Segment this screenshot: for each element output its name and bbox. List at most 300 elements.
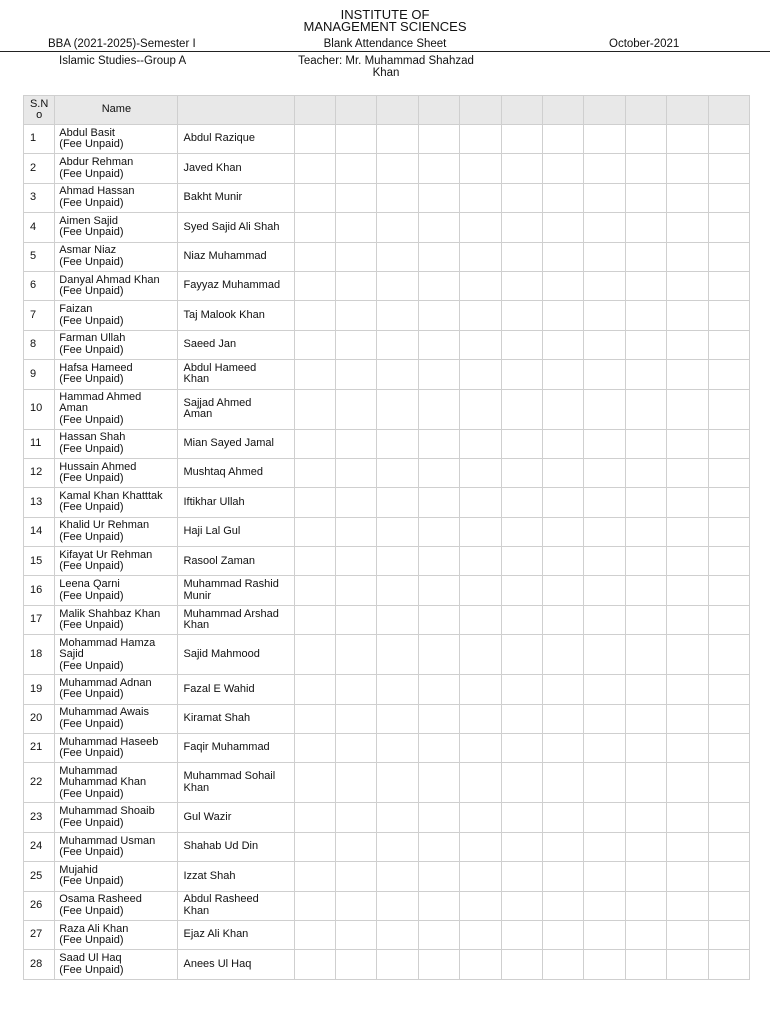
attendance-mark-cell: [335, 330, 376, 359]
attendance-mark-cell: [294, 360, 335, 389]
serial-number-cell: 2: [24, 154, 55, 183]
serial-number-cell: 20: [24, 704, 55, 733]
attendance-mark-cell: [294, 517, 335, 546]
table-header-row: [24, 96, 750, 125]
attendance-mark-cell: [625, 360, 666, 389]
attendance-mark-cell: [460, 360, 501, 389]
attendance-mark-cell: [708, 803, 750, 832]
attendance-mark-cell: [667, 763, 708, 803]
student-name-cell: [55, 920, 178, 949]
attendance-mark-cell: [418, 213, 459, 242]
attendance-mark-cell: [708, 950, 750, 979]
attendance-mark-cell: [584, 547, 625, 576]
father-name-cell: [178, 213, 294, 242]
attendance-mark-cell: [418, 242, 459, 271]
serial-number-cell: 22: [24, 763, 55, 803]
serial-number-cell: 1: [24, 125, 55, 154]
attendance-mark-cell: [625, 547, 666, 576]
father-name-cell: [178, 360, 294, 389]
father-name-line: Fazal E Wahid: [183, 682, 255, 695]
attendance-mark-cell: [625, 389, 666, 429]
attendance-mark-cell: [584, 125, 625, 154]
student-name-line: Faizan: [59, 303, 93, 316]
attendance-mark-cell: [625, 213, 666, 242]
attendance-mark-cell: [501, 950, 542, 979]
table-row: [24, 517, 750, 546]
student-name-cell: [55, 213, 178, 242]
father-name-line: Sajjad Ahmed: [183, 396, 252, 409]
attendance-mark-cell: [542, 360, 583, 389]
attendance-mark-cell: [708, 330, 750, 359]
student-name-line: (Fee Unpaid): [59, 255, 124, 268]
attendance-mark-cell: [667, 330, 708, 359]
student-name-line: Khalid Ur Rehman: [59, 519, 150, 532]
table-row: [24, 862, 750, 891]
attendance-mark-cell: [667, 862, 708, 891]
attendance-mark-cell: [294, 271, 335, 300]
student-name-cell: [55, 605, 178, 634]
attendance-mark-cell: [542, 389, 583, 429]
attendance-mark-cell: [584, 389, 625, 429]
table-row: [24, 704, 750, 733]
attendance-mark-cell: [501, 803, 542, 832]
attendance-mark-cell: [708, 704, 750, 733]
attendance-mark-cell: [584, 301, 625, 330]
attendance-mark-cell: [418, 950, 459, 979]
attendance-mark-cell: [377, 213, 418, 242]
student-name-line: (Fee Unpaid): [59, 501, 124, 514]
teacher-label-line1: Teacher: Mr. Muhammad Shahzad: [298, 55, 474, 67]
attendance-mark-cell: [335, 547, 376, 576]
student-name-cell: [55, 389, 178, 429]
attendance-mark-cell: [584, 635, 625, 675]
attendance-mark-cell: [584, 242, 625, 271]
father-name-line: Taj Malook Khan: [183, 308, 265, 321]
attendance-mark-cell: [294, 803, 335, 832]
attendance-mark-cell: [584, 183, 625, 212]
attendance-mark-cell: [501, 734, 542, 763]
father-name-line: Rasool Zaman: [183, 554, 256, 567]
attendance-mark-cell: [460, 429, 501, 458]
table-row: [24, 183, 750, 212]
attendance-mark-cell: [377, 360, 418, 389]
header-divider: [0, 51, 770, 52]
serial-number-cell: 11: [24, 429, 55, 458]
attendance-mark-cell: [377, 832, 418, 861]
attendance-mark-cell: [625, 301, 666, 330]
student-name-line: (Fee Unpaid): [59, 472, 124, 485]
student-name-line: (Fee Unpaid): [59, 413, 124, 426]
attendance-mark-cell: [294, 576, 335, 605]
attendance-day-header: [460, 96, 501, 125]
serial-number-header: [24, 96, 55, 125]
attendance-mark-cell: [377, 488, 418, 517]
student-name-line: Kifayat Ur Rehman: [59, 548, 153, 561]
serial-number-cell: 25: [24, 862, 55, 891]
father-name-cell: [178, 154, 294, 183]
attendance-mark-cell: [335, 389, 376, 429]
father-name-line: Khan: [183, 904, 210, 917]
student-name-line: (Fee Unpaid): [59, 904, 124, 917]
table-row: [24, 213, 750, 242]
serial-number-cell: 10: [24, 389, 55, 429]
attendance-mark-cell: [460, 576, 501, 605]
serial-number-cell: 19: [24, 675, 55, 704]
attendance-mark-cell: [460, 675, 501, 704]
serial-number-cell: 26: [24, 891, 55, 920]
father-name-cell: [178, 488, 294, 517]
attendance-mark-cell: [418, 183, 459, 212]
attendance-mark-cell: [625, 763, 666, 803]
table-row: [24, 330, 750, 359]
attendance-mark-cell: [377, 330, 418, 359]
father-name-cell: [178, 675, 294, 704]
father-name-cell: [178, 517, 294, 546]
student-name-line: (Fee Unpaid): [59, 963, 124, 976]
student-name-cell: [55, 330, 178, 359]
attendance-mark-cell: [625, 271, 666, 300]
attendance-mark-cell: [625, 458, 666, 487]
attendance-mark-cell: [501, 704, 542, 733]
attendance-mark-cell: [294, 704, 335, 733]
attendance-mark-cell: [377, 576, 418, 605]
attendance-mark-cell: [335, 488, 376, 517]
attendance-mark-cell: [294, 635, 335, 675]
attendance-mark-cell: [501, 763, 542, 803]
student-name-line: (Fee Unpaid): [59, 875, 124, 888]
attendance-mark-cell: [501, 125, 542, 154]
attendance-mark-cell: [667, 488, 708, 517]
attendance-mark-cell: [584, 920, 625, 949]
serial-number-cell: 27: [24, 920, 55, 949]
attendance-mark-cell: [335, 920, 376, 949]
father-name-line: Abdul Rasheed: [183, 893, 259, 906]
attendance-mark-cell: [335, 242, 376, 271]
attendance-mark-cell: [377, 704, 418, 733]
attendance-mark-cell: [418, 891, 459, 920]
serial-number-header-line2: o: [36, 109, 43, 121]
course-label: Islamic Studies--Group A: [59, 55, 187, 67]
attendance-mark-cell: [460, 458, 501, 487]
attendance-mark-cell: [294, 605, 335, 634]
attendance-mark-cell: [542, 734, 583, 763]
attendance-mark-cell: [294, 950, 335, 979]
attendance-mark-cell: [377, 154, 418, 183]
attendance-mark-cell: [418, 803, 459, 832]
student-name-line: (Fee Unpaid): [59, 934, 124, 947]
attendance-mark-cell: [418, 389, 459, 429]
attendance-mark-cell: [501, 360, 542, 389]
attendance-mark-cell: [625, 862, 666, 891]
attendance-mark-cell: [501, 213, 542, 242]
student-name-line: Hussain Ahmed: [59, 460, 137, 473]
attendance-mark-cell: [542, 547, 583, 576]
attendance-mark-cell: [625, 803, 666, 832]
attendance-mark-cell: [708, 517, 750, 546]
attendance-mark-cell: [335, 763, 376, 803]
attendance-mark-cell: [377, 675, 418, 704]
attendance-mark-cell: [667, 891, 708, 920]
attendance-mark-cell: [708, 183, 750, 212]
student-name-cell: [55, 763, 178, 803]
student-name-line: (Fee Unpaid): [59, 285, 124, 298]
attendance-mark-cell: [294, 547, 335, 576]
attendance-mark-cell: [667, 154, 708, 183]
attendance-mark-cell: [501, 271, 542, 300]
serial-number-cell: 16: [24, 576, 55, 605]
father-name-cell: [178, 763, 294, 803]
attendance-mark-cell: [708, 547, 750, 576]
attendance-mark-cell: [667, 125, 708, 154]
attendance-mark-cell: [460, 183, 501, 212]
attendance-mark-cell: [584, 213, 625, 242]
student-name-line: Muhammad: [59, 764, 118, 777]
father-name-line: Abdul Hameed: [183, 361, 257, 374]
father-name-line: Saeed Jan: [183, 338, 237, 351]
attendance-mark-cell: [294, 125, 335, 154]
student-name-line: Malik Shahbaz Khan: [59, 607, 161, 620]
attendance-mark-cell: [418, 458, 459, 487]
attendance-mark-cell: [335, 862, 376, 891]
father-name-line: Aman: [183, 408, 213, 421]
serial-number-cell: 5: [24, 242, 55, 271]
table-row: [24, 154, 750, 183]
attendance-mark-cell: [294, 488, 335, 517]
attendance-mark-cell: [542, 125, 583, 154]
attendance-mark-cell: [667, 547, 708, 576]
table-row: [24, 605, 750, 634]
father-name-cell: [178, 242, 294, 271]
attendance-mark-cell: [501, 429, 542, 458]
attendance-mark-cell: [377, 605, 418, 634]
attendance-mark-cell: [625, 154, 666, 183]
table-row: [24, 488, 750, 517]
student-name-cell: [55, 675, 178, 704]
attendance-mark-cell: [335, 213, 376, 242]
attendance-mark-cell: [418, 547, 459, 576]
attendance-mark-cell: [294, 891, 335, 920]
attendance-mark-cell: [377, 950, 418, 979]
attendance-mark-cell: [377, 389, 418, 429]
student-name-line: (Fee Unpaid): [59, 560, 124, 573]
attendance-mark-cell: [335, 734, 376, 763]
attendance-mark-cell: [708, 488, 750, 517]
student-name-line: Muhammad Haseeb: [59, 735, 159, 748]
attendance-mark-cell: [584, 734, 625, 763]
attendance-mark-cell: [542, 154, 583, 183]
institute-name: [0, 9, 770, 33]
attendance-mark-cell: [335, 517, 376, 546]
student-name-line: Hassan Shah: [59, 431, 126, 444]
student-name-line: Mohammad Hamza: [59, 636, 156, 649]
attendance-mark-cell: [708, 429, 750, 458]
attendance-mark-cell: [377, 862, 418, 891]
student-name-cell: [55, 547, 178, 576]
attendance-mark-cell: [377, 891, 418, 920]
attendance-mark-cell: [418, 330, 459, 359]
attendance-mark-cell: [418, 360, 459, 389]
attendance-mark-cell: [667, 605, 708, 634]
attendance-mark-cell: [294, 183, 335, 212]
attendance-mark-cell: [625, 832, 666, 861]
attendance-mark-cell: [542, 763, 583, 803]
student-name-line: (Fee Unpaid): [59, 314, 124, 327]
father-name-cell: [178, 125, 294, 154]
student-name-line: (Fee Unpaid): [59, 196, 124, 209]
attendance-mark-cell: [667, 360, 708, 389]
attendance-mark-cell: [294, 862, 335, 891]
attendance-mark-cell: [418, 154, 459, 183]
attendance-mark-cell: [708, 576, 750, 605]
father-name-line: Munir: [183, 589, 211, 602]
father-name-line: Bakht Munir: [183, 191, 243, 204]
student-name-line: (Fee Unpaid): [59, 589, 124, 602]
serial-number-cell: 24: [24, 832, 55, 861]
attendance-mark-cell: [335, 704, 376, 733]
attendance-mark-cell: [418, 301, 459, 330]
student-name-line: Raza Ali Khan: [59, 922, 129, 935]
table-row: [24, 360, 750, 389]
attendance-mark-cell: [460, 125, 501, 154]
attendance-mark-cell: [460, 763, 501, 803]
attendance-mark-cell: [501, 183, 542, 212]
attendance-mark-cell: [335, 360, 376, 389]
father-name-cell: [178, 891, 294, 920]
student-name-line: Osama Rasheed: [59, 893, 142, 906]
table-row: [24, 429, 750, 458]
attendance-mark-cell: [418, 488, 459, 517]
attendance-mark-cell: [335, 301, 376, 330]
attendance-mark-cell: [584, 832, 625, 861]
attendance-mark-cell: [542, 950, 583, 979]
student-name-cell: [55, 242, 178, 271]
attendance-mark-cell: [501, 301, 542, 330]
attendance-day-header: [625, 96, 666, 125]
father-name-cell: [178, 271, 294, 300]
table-row: [24, 734, 750, 763]
student-name-cell: [55, 704, 178, 733]
attendance-mark-cell: [418, 704, 459, 733]
attendance-mark-cell: [625, 605, 666, 634]
attendance-mark-cell: [335, 125, 376, 154]
attendance-mark-cell: [667, 920, 708, 949]
attendance-mark-cell: [667, 458, 708, 487]
attendance-mark-cell: [294, 763, 335, 803]
attendance-mark-cell: [584, 891, 625, 920]
attendance-day-header: [542, 96, 583, 125]
attendance-mark-cell: [584, 576, 625, 605]
attendance-mark-cell: [667, 517, 708, 546]
attendance-mark-cell: [501, 675, 542, 704]
attendance-mark-cell: [377, 547, 418, 576]
name-header: Name: [55, 96, 178, 125]
serial-number-cell: 13: [24, 488, 55, 517]
attendance-mark-cell: [584, 429, 625, 458]
attendance-mark-cell: [584, 488, 625, 517]
student-name-cell: [55, 891, 178, 920]
table-row: [24, 271, 750, 300]
attendance-mark-cell: [377, 734, 418, 763]
attendance-mark-cell: [335, 950, 376, 979]
student-name-line: Hammad Ahmed: [59, 390, 142, 403]
attendance-mark-cell: [377, 635, 418, 675]
attendance-mark-cell: [377, 803, 418, 832]
attendance-mark-cell: [708, 213, 750, 242]
student-name-line: (Fee Unpaid): [59, 659, 124, 672]
attendance-mark-cell: [542, 488, 583, 517]
attendance-mark-cell: [667, 832, 708, 861]
attendance-mark-cell: [708, 920, 750, 949]
attendance-mark-cell: [460, 547, 501, 576]
student-name-cell: [55, 360, 178, 389]
attendance-mark-cell: [294, 154, 335, 183]
attendance-mark-cell: [294, 920, 335, 949]
attendance-mark-cell: [542, 832, 583, 861]
father-name-cell: [178, 183, 294, 212]
student-name-line: (Fee Unpaid): [59, 816, 124, 829]
attendance-mark-cell: [418, 125, 459, 154]
father-name-line: Khan: [183, 373, 210, 386]
attendance-mark-cell: [377, 920, 418, 949]
attendance-mark-cell: [625, 125, 666, 154]
attendance-mark-cell: [294, 734, 335, 763]
attendance-day-header: [708, 96, 750, 125]
attendance-mark-cell: [667, 803, 708, 832]
student-name-line: Hafsa Hameed: [59, 361, 133, 374]
attendance-mark-cell: [377, 763, 418, 803]
student-name-line: Kamal Khan Khatttak: [59, 489, 163, 502]
father-name-cell: [178, 301, 294, 330]
table-row: [24, 635, 750, 675]
attendance-mark-cell: [542, 301, 583, 330]
attendance-mark-cell: [708, 389, 750, 429]
table-row: [24, 125, 750, 154]
attendance-mark-cell: [625, 488, 666, 517]
attendance-mark-cell: [625, 517, 666, 546]
father-name-cell: [178, 862, 294, 891]
attendance-mark-cell: [584, 517, 625, 546]
sheet-title: Blank Attendance Sheet: [323, 38, 447, 50]
student-name-line: Ahmad Hassan: [59, 185, 135, 198]
attendance-mark-cell: [584, 675, 625, 704]
student-name-cell: [55, 458, 178, 487]
attendance-mark-cell: [708, 832, 750, 861]
attendance-mark-cell: [294, 429, 335, 458]
student-name-line: Sajid: [59, 648, 84, 660]
father-name-cell: [178, 803, 294, 832]
attendance-day-header: [377, 96, 418, 125]
attendance-mark-cell: [542, 213, 583, 242]
student-name-cell: [55, 734, 178, 763]
attendance-mark-cell: [584, 704, 625, 733]
student-name-line: (Fee Unpaid): [59, 717, 124, 730]
serial-number-cell: 14: [24, 517, 55, 546]
student-name-line: (Fee Unpaid): [59, 747, 124, 760]
attendance-mark-cell: [542, 183, 583, 212]
attendance-mark-cell: [335, 271, 376, 300]
attendance-mark-cell: [708, 734, 750, 763]
attendance-day-header: [667, 96, 708, 125]
serial-number-cell: 15: [24, 547, 55, 576]
student-name-line: (Fee Unpaid): [59, 619, 124, 632]
attendance-mark-cell: [501, 154, 542, 183]
attendance-mark-cell: [418, 763, 459, 803]
attendance-mark-cell: [542, 330, 583, 359]
father-name-line: Abdul Razique: [183, 132, 256, 145]
attendance-mark-cell: [335, 675, 376, 704]
attendance-mark-cell: [667, 213, 708, 242]
father-name-line: Gul Wazir: [183, 810, 232, 823]
